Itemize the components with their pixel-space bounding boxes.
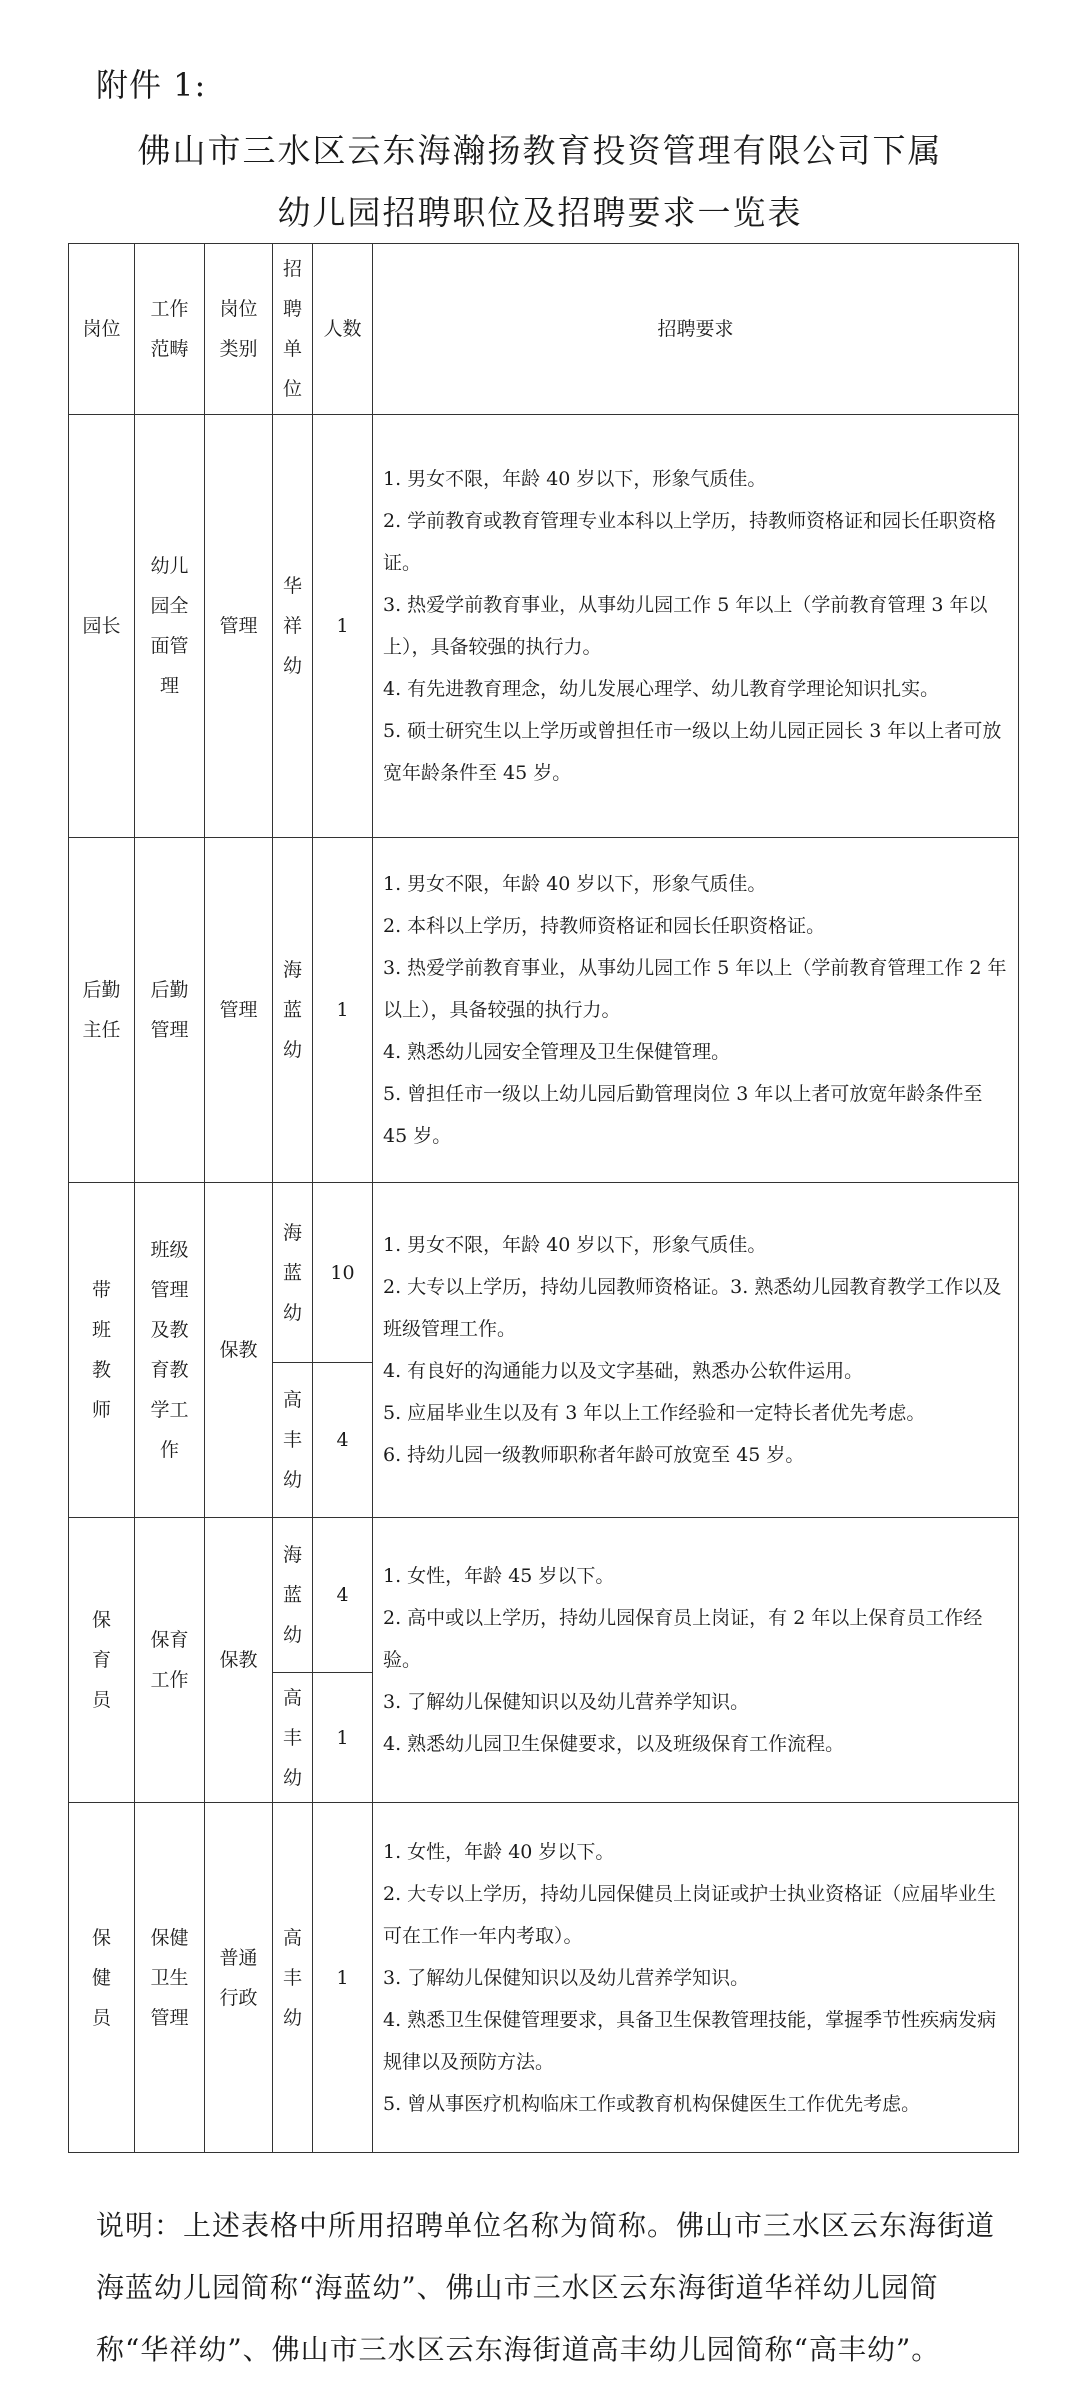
- cell-unit: 高丰幼: [273, 1673, 313, 1803]
- table-row: [69, 1803, 1019, 2153]
- attachment-label: 附件 1:: [96, 66, 207, 104]
- cell-unit: 高丰幼: [273, 1803, 313, 2153]
- cell-count: 4: [313, 1363, 373, 1518]
- cell-unit: 高丰幼: [273, 1363, 313, 1518]
- table-row: [69, 838, 1019, 1183]
- cell-position: 后勤主任: [69, 838, 135, 1183]
- cell-category: 保教: [205, 1518, 273, 1803]
- cell-category: 管理: [205, 838, 273, 1183]
- cell-count: 1: [313, 415, 373, 838]
- header-position: 岗位: [69, 244, 135, 415]
- table-row: [69, 1183, 1019, 1363]
- cell-position: 带班教师: [69, 1183, 135, 1518]
- cell-count: 1: [313, 1803, 373, 2153]
- cell-scope: 幼儿园全面管理: [135, 415, 205, 838]
- cell-unit: 华祥幼: [273, 415, 313, 838]
- header-category: 岗位类别: [205, 244, 273, 415]
- cell-count: 4: [313, 1518, 373, 1673]
- cell-requirements: 1. 女性，年龄 45 岁以下。 2. 高中或以上学历，持幼儿园保育员上岗证，有 2 年以上保育员工作经验。 3. 了解幼儿保健知识以及幼儿营养学知识。 4. 熟悉幼儿园卫生保健要求，以及班级保育工作流程。: [373, 1518, 1019, 1803]
- cell-scope: 后勤管理: [135, 838, 205, 1183]
- cell-count: 1: [313, 1673, 373, 1803]
- cell-position: 保健员: [69, 1803, 135, 2153]
- cell-requirements: 1. 男女不限，年龄 40 岁以下，形象气质佳。 2. 本科以上学历，持教师资格证和园长任职资格证。 3. 热爱学前教育事业，从事幼儿园工作 5 年以上（学前教育管理工作 2 年以上），具备较强的执行力。 4. 熟悉幼儿园安全管理及卫生保健管理。 5. 曾担任市一级以上幼儿园后勤管理岗位 3 年以上者可放宽年龄条件至 45 岁。: [373, 838, 1019, 1183]
- cell-unit: 海蓝幼: [273, 1518, 313, 1673]
- header-requirements: 招聘要求: [373, 244, 1019, 415]
- cell-requirements: 1. 男女不限，年龄 40 岁以下，形象气质佳。 2. 学前教育或教育管理专业本科以上学历，持教师资格证和园长任职资格证。 3. 热爱学前教育事业，从事幼儿园工作 5 年以上（学前教育管理 3 年以上），具备较强的执行力。 4. 有先进教育理念，幼儿发展心理学、幼儿教育学理论知识扎实。 5. 硕士研究生以上学历或曾担任市一级以上幼儿园正园长 3 年以上者可放宽年龄条件至 45 岁。: [373, 415, 1019, 838]
- cell-scope: 保健卫生管理: [135, 1803, 205, 2153]
- table-row: [69, 1518, 1019, 1673]
- cell-position: 保育员: [69, 1518, 135, 1803]
- cell-unit: 海蓝幼: [273, 1183, 313, 1363]
- header-unit: 招聘单位: [273, 244, 313, 415]
- cell-position: 园长: [69, 415, 135, 838]
- recruitment-table: [68, 243, 1019, 2153]
- cell-count: 1: [313, 838, 373, 1183]
- cell-category: 普通行政: [205, 1803, 273, 2153]
- header-scope: 工作范畴: [135, 244, 205, 415]
- cell-unit: 海蓝幼: [273, 838, 313, 1183]
- table-row: [69, 415, 1019, 838]
- cell-category: 保教: [205, 1183, 273, 1518]
- document-title-line2: 幼儿园招聘职位及招聘要求一览表: [277, 193, 803, 232]
- cell-scope: 班级管理及教育教学工作: [135, 1183, 205, 1518]
- document-title-line1: 佛山市三水区云东海瀚扬教育投资管理有限公司下属: [137, 131, 943, 170]
- cell-requirements: 1. 女性，年龄 40 岁以下。 2. 大专以上学历，持幼儿园保健员上岗证或护士执业资格证（应届毕业生可在工作一年内考取）。 3. 了解幼儿保健知识以及幼儿营养学知识。 4. 熟悉卫生保健管理要求，具备卫生保教管理技能，掌握季节性疾病发病规律以及预防方法。 5. 曾从事医疗机构临床工作或教育机构保健医生工作优先考虑。: [373, 1803, 1019, 2153]
- cell-scope: 保育工作: [135, 1518, 205, 1803]
- cell-category: 管理: [205, 415, 273, 838]
- cell-count: 10: [313, 1183, 373, 1363]
- table-header-row: [69, 244, 1019, 415]
- header-count: 人数: [313, 244, 373, 415]
- footnote-explanation: 说明：上述表格中所用招聘单位名称为简称。佛山市三水区云东海街道海蓝幼儿园简称“海蓝幼”、佛山市三水区云东海街道华祥幼儿园简称“华祥幼”、佛山市三水区云东海街道高丰幼儿园简称“高丰幼”。: [96, 2209, 996, 2366]
- cell-requirements: 1. 男女不限，年龄 40 岁以下，形象气质佳。 2. 大专以上学历，持幼儿园教师资格证。3. 熟悉幼儿园教育教学工作以及班级管理工作。 4. 有良好的沟通能力以及文字基础，熟悉办公软件运用。 5. 应届毕业生以及有 3 年以上工作经验和一定特长者优先考虑。 6. 持幼儿园一级教师职称者年龄可放宽至 45 岁。: [373, 1183, 1019, 1518]
